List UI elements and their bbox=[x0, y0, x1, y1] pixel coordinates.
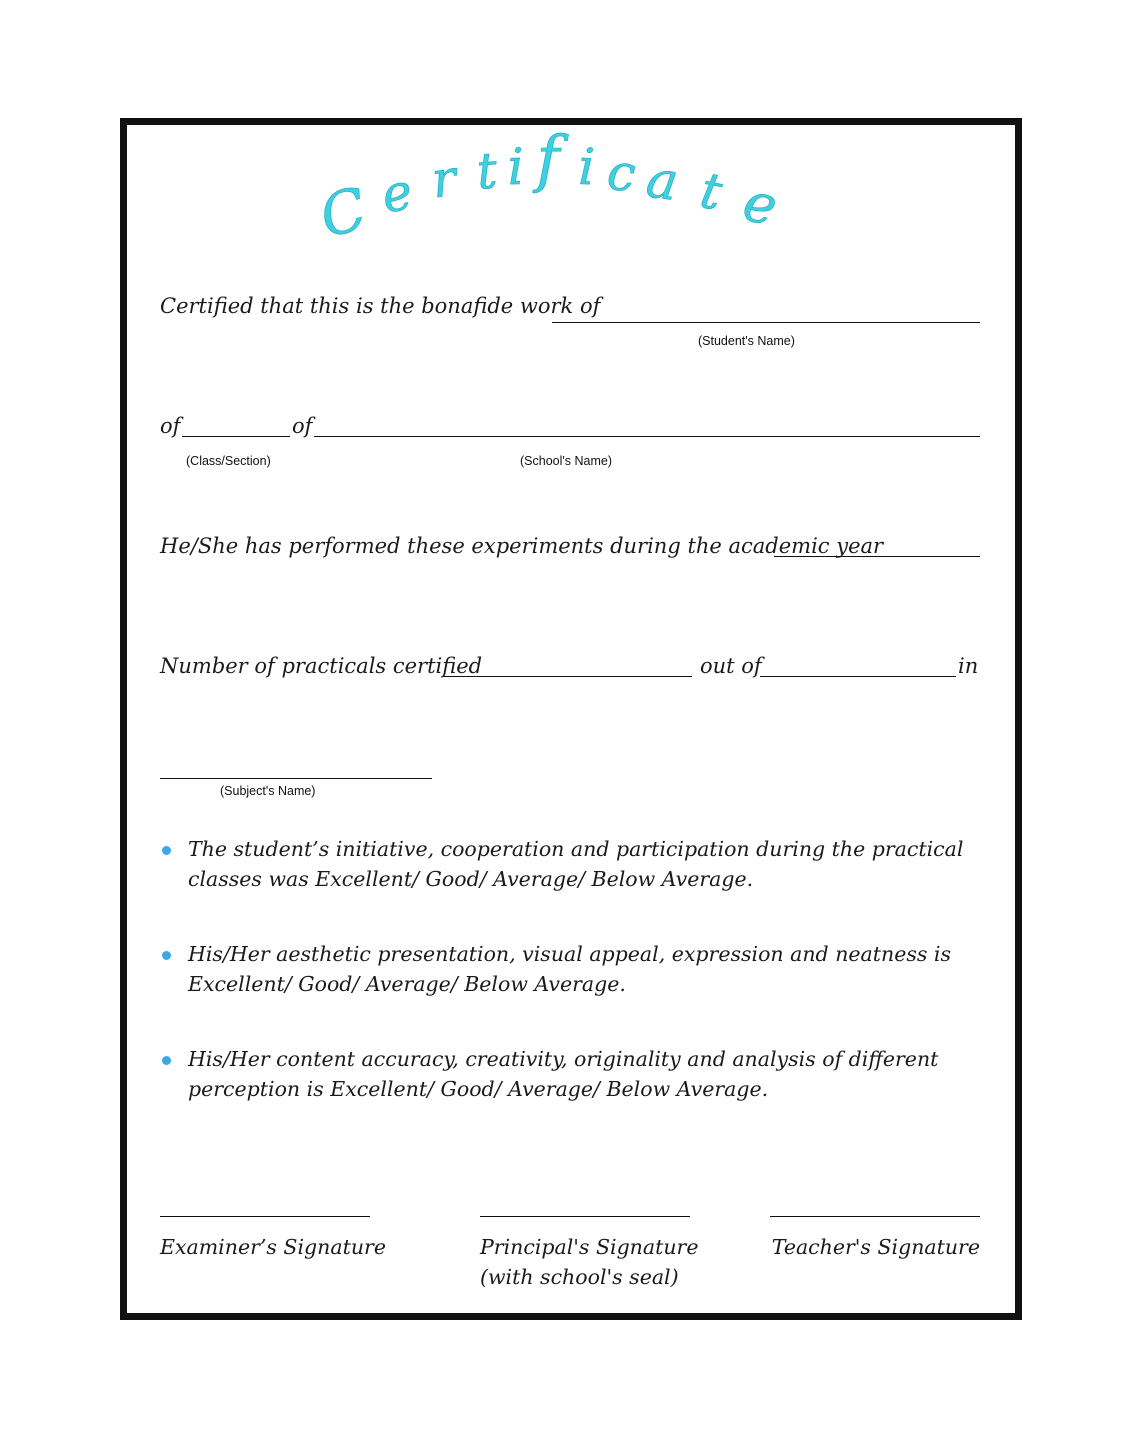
title-letter: e bbox=[377, 162, 417, 225]
assessment-item-participation bbox=[160, 834, 990, 894]
total-practicals-blank[interactable] bbox=[760, 676, 956, 677]
bullet-icon bbox=[162, 846, 171, 855]
of-label-1: of bbox=[160, 414, 181, 438]
principal-seal-note: (with school's seal) bbox=[480, 1265, 679, 1289]
academic-year-statement: He/She has performed these experiments during the academic year bbox=[160, 534, 884, 558]
title-letter: c bbox=[604, 142, 638, 204]
in-label: in bbox=[958, 654, 979, 678]
bullet-icon bbox=[162, 1056, 171, 1065]
out-of-label: out of bbox=[700, 654, 762, 678]
academic-year-blank[interactable] bbox=[774, 556, 980, 557]
class-section-blank[interactable] bbox=[182, 436, 290, 437]
principal-signature-label: Principal's Signature bbox=[480, 1235, 699, 1259]
teacher-signature-label: Teacher's Signature bbox=[771, 1235, 980, 1259]
title-letter: t bbox=[474, 141, 499, 201]
assessment-text: His/Her aesthetic presentation, visual appeal, expression and neatness is Excellent/ Good/ Average/ Below Average. bbox=[188, 942, 951, 996]
examiner-signature-line[interactable] bbox=[160, 1216, 370, 1217]
bullet-icon bbox=[162, 951, 171, 960]
assessment-item-presentation bbox=[160, 939, 990, 999]
bonafide-statement: Certified that this is the bonafide work of bbox=[160, 294, 601, 318]
assessment-text: His/Her content accuracy, creativity, originality and analysis of different perception is Excellent/ Good/ Average/ Below Average. bbox=[188, 1047, 939, 1101]
title-letter: r bbox=[428, 148, 460, 210]
title-letter: a bbox=[642, 149, 682, 214]
school-name-blank[interactable] bbox=[314, 436, 980, 437]
subject-name-caption: (Subject's Name) bbox=[220, 784, 316, 798]
assessment-text: The student’s initiative, cooperation and participation during the practical classes was Excellent/ Good/ Average/ Below Average. bbox=[188, 837, 964, 891]
of-label-2: of bbox=[292, 414, 313, 438]
class-section-caption: (Class/Section) bbox=[186, 454, 271, 468]
teacher-signature-line[interactable] bbox=[770, 1216, 980, 1217]
title-letter: t bbox=[695, 160, 727, 222]
examiner-signature-label: Examiner’s Signature bbox=[160, 1235, 386, 1259]
certificate-title bbox=[0, 0, 1140, 260]
subject-name-blank[interactable] bbox=[160, 778, 432, 779]
title-letter: e bbox=[737, 169, 784, 239]
school-name-caption: (School's Name) bbox=[520, 454, 612, 468]
title-letter: i bbox=[507, 137, 525, 197]
title-letter: C bbox=[313, 174, 373, 251]
title-letter: f bbox=[536, 122, 560, 195]
student-name-blank[interactable] bbox=[552, 322, 980, 323]
practicals-count-blank[interactable] bbox=[442, 676, 692, 677]
title-letter: i bbox=[577, 137, 596, 197]
assessment-item-content bbox=[160, 1044, 990, 1104]
principal-signature-line[interactable] bbox=[480, 1216, 690, 1217]
practicals-certified-label: Number of practicals certified bbox=[160, 654, 483, 678]
student-name-caption: (Student's Name) bbox=[698, 334, 795, 348]
